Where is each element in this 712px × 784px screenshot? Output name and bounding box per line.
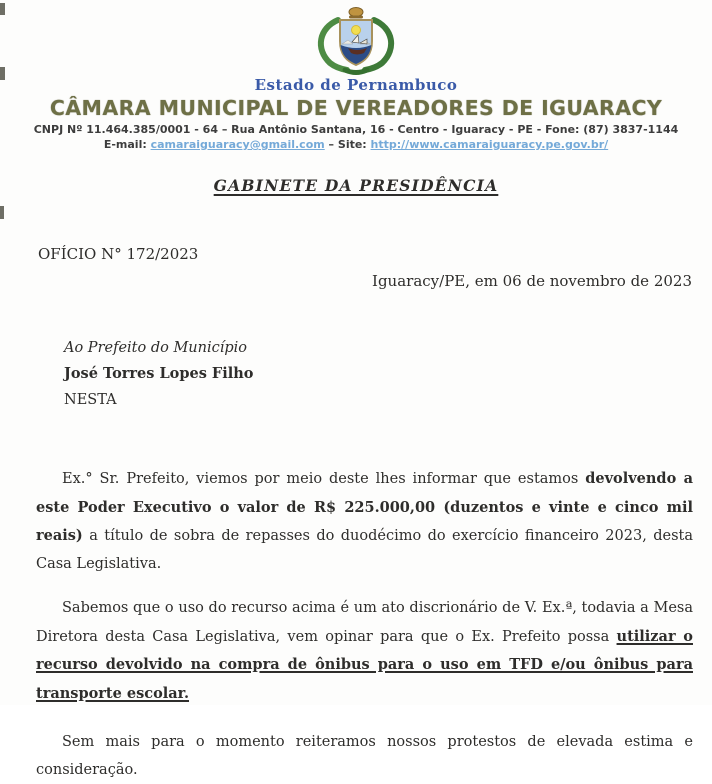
addressee-place: NESTA: [64, 392, 117, 408]
email-label: E-mail:: [103, 138, 147, 151]
paragraph-1-bold: devolvendo a este Poder Executivo o valor de R$ 225.000,00 (duzentos e vinte e cinco mil reais): [36, 470, 693, 544]
section-title-text: GABINETE DA PRESIDÊNCIA: [213, 176, 499, 195]
contact-line: [0, 138, 712, 151]
organization-name: CÂMARA MUNICIPAL DE VEREADORES DE IGUARACY: [49, 96, 663, 120]
scan-artifact: [0, 3, 5, 15]
oficio-number: OFÍCIO N° 172/2023: [38, 245, 199, 263]
paragraph-2: [36, 595, 693, 708]
addressee-block: [64, 335, 712, 413]
section-title: [0, 176, 712, 195]
paragraph-3-text: Sem mais para o momento reiteramos nossos protestos de elevada estima e consideração.: [36, 734, 693, 778]
paragraph-2-text: Sabemos que o uso do recurso acima é um ato discrionário de V. Ex.ª, todavia a Mesa Diretora desta Casa Legislativa, vem opinar para que o Ex. Prefeito possa: [36, 600, 693, 645]
paragraph-1-text-end: a título de sobra de repasses do duodécimo do exercício financeiro 2023, desta Casa Legislativa.: [36, 528, 693, 572]
paragraph-1: [36, 465, 693, 578]
date-line: Iguaracy/PE, em 06 de novembro de 2023: [372, 272, 692, 290]
scan-artifact: [0, 67, 5, 80]
site-link[interactable]: http://www.camaraiguaracy.pe.gov.br/: [370, 138, 609, 151]
address-line: CNPJ Nº 11.464.385/0001 - 64 – Rua Antônio Santana, 16 - Centro - Iguaracy - PE - Fone: (87) 3837-1144: [33, 123, 679, 136]
pernambuco-coat-of-arms-icon: [0, 5, 712, 75]
scan-artifact: [0, 206, 4, 219]
paragraph-2-bold-underline: utilizar o recurso devolvido na compra de ônibus para o uso em TFD e/ou ônibus para transporte escolar.: [36, 627, 693, 702]
separator-dash: –: [324, 138, 338, 151]
site-label: Site:: [337, 138, 367, 151]
letterhead: [0, 0, 712, 151]
paragraph-1-text: Ex.° Sr. Prefeito, viemos por meio deste lhes informar que estamos: [62, 471, 586, 487]
state-name: Estado de Pernambuco: [254, 76, 458, 94]
addressee-role: Ao Prefeito do Município: [64, 340, 248, 356]
addressee-name: José Torres Lopes Filho: [64, 365, 254, 382]
paragraph-3: [36, 729, 693, 784]
email-link[interactable]: camaraiguaracy@gmail.com: [150, 138, 325, 151]
